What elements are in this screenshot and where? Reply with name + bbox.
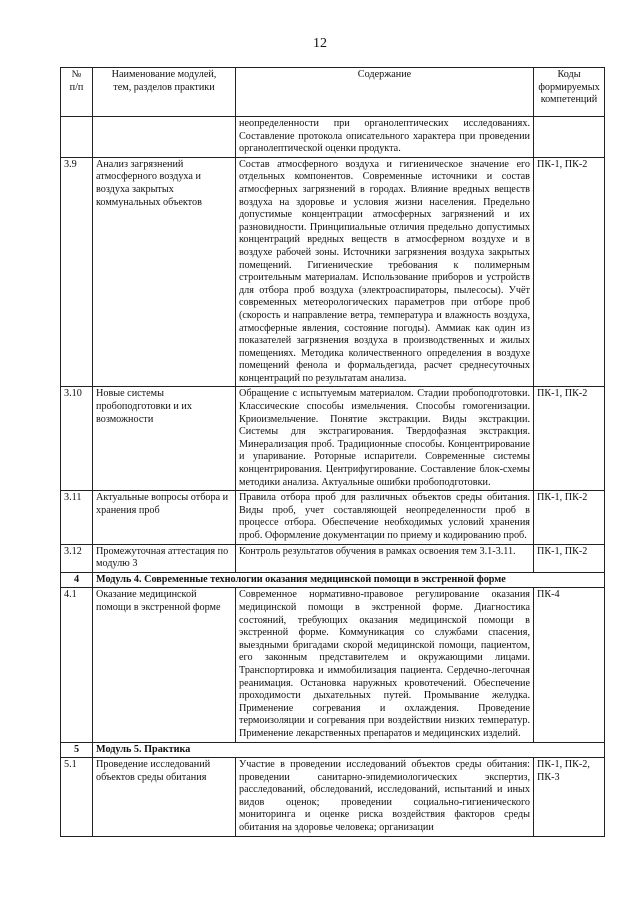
module-row	[61, 742, 605, 758]
row-number: 3.10	[61, 387, 93, 491]
module-number: 5	[61, 742, 93, 758]
header-module-name: Наименование модулей, тем, разделов практики	[93, 68, 236, 117]
row-codes: ПК-1, ПК-2	[534, 157, 605, 387]
row-name: Промежуточная аттестация по модулю 3	[93, 544, 236, 572]
row-codes: ПК-1, ПК-2	[534, 544, 605, 572]
table-row	[61, 157, 605, 387]
row-content: Современное нормативно-правовое регулирование оказания медицинской помощи в экстренной форме. Диагностика состояний, требующих оказания медицинской помощи в экстренной форме. Коммуникация со службами спасения, выездными бригадами скорой медицинской помощи, пациентом, его законным представителем и окружающими лицами. Транспортировка и иммобилизация пациента. Сердечно-легочная реанимация. Остановка наружных кровотечений. Обеспечение проходимости дыхательных путей. Промывание желудка. Применение согревания и охлаждения. Проведение термоизоляции и согревания при воздействии низких температур. Применение лекарственных препаратов и медицинских изделий.	[236, 588, 534, 742]
table-row	[61, 758, 605, 837]
module-number: 4	[61, 572, 93, 588]
row-number: 3.12	[61, 544, 93, 572]
row-number: 3.9	[61, 157, 93, 387]
row-number: 5.1	[61, 758, 93, 837]
row-name: Анализ загрязнений атмосферного воздуха и воздуха закрытых коммунальных объектов	[93, 157, 236, 387]
row-number	[61, 117, 93, 158]
table-row	[61, 387, 605, 491]
table-row	[61, 491, 605, 544]
header-number: № п/п	[61, 68, 93, 117]
curriculum-table	[60, 67, 605, 837]
row-content: Правила отбора проб для различных объектов среды обитания. Виды проб, учет составляющей неопределенности проб в процессе отбора. Обеспечение необходимых условий хранения проб. Оформление документации по приему и кодированию проб.	[236, 491, 534, 544]
row-content: Контроль результатов обучения в рамках освоения тем 3.1-3.11.	[236, 544, 534, 572]
row-codes: ПК-1, ПК-2, ПК-3	[534, 758, 605, 837]
row-codes: ПК-1, ПК-2	[534, 387, 605, 491]
page-number: 12	[313, 36, 327, 51]
row-name: Актуальные вопросы отбора и хранения проб	[93, 491, 236, 544]
row-content: неопределенности при органолептических исследованиях. Составление протокола описательного характера при проведении органолептической оценки продукта.	[236, 117, 534, 158]
module-title: Модуль 4. Современные технологии оказания медицинской помощи в экстренной форме	[93, 572, 605, 588]
row-name: Оказание медицинской помощи в экстренной форме	[93, 588, 236, 742]
row-name: Проведение исследований объектов среды обитания	[93, 758, 236, 837]
table-row	[61, 588, 605, 742]
row-content: Участие в проведении исследований объектов среды обитания: проведении санитарно-эпидемиологических экспертиз, расследований, обследований, исследований, испытаний и иных видов оценок; проведении социально-гигиенического мониторинга и оценке риска воздействия факторов среды обитания на здоровье человека; организации	[236, 758, 534, 837]
row-codes: ПК-4	[534, 588, 605, 742]
table-header-row	[61, 68, 605, 117]
row-number: 4.1	[61, 588, 93, 742]
module-row	[61, 572, 605, 588]
table-row	[61, 117, 605, 158]
table-row	[61, 544, 605, 572]
header-competency-codes: Коды формируемых компетенций	[534, 68, 605, 117]
row-name	[93, 117, 236, 158]
module-title: Модуль 5. Практика	[93, 742, 605, 758]
row-content: Состав атмосферного воздуха и гигиеническое значение его отдельных компонентов. Современные источники и состав атмосферных загрязнений в городах. Влияние вредных веществ воздуха на здоровье и условия жизни населения. Предельно допустимые концентрации атмосферных загрязнений и их разновидности. Принципиальные отличия предельно допустимых концентраций вредных веществ в атмосферном воздухе и в воздухе рабочей зоны. Источники загрязнения воздуха закрытых помещений. Гигиенические требования к полимерным строительным материалам. Использование приборов и устройств для отбора проб воздуха (электроаспираторы, пылесосы). Учёт современных метеорологических параметров при отборе проб (скорость и направление ветра, температура и влажность воздуха, атмосферные явления, состояние погоды). Аммиак как один из показателей загрязнения воздуха в производственных и жилых помещениях. Методика количественного определения в воздухе помещений фенола и формальдегида, расчет среднесуточных концентраций по результатам анализа.	[236, 157, 534, 387]
row-codes: ПК-1, ПК-2	[534, 491, 605, 544]
row-name: Новые системы пробоподготовки и их возможности	[93, 387, 236, 491]
row-number: 3.11	[61, 491, 93, 544]
row-codes	[534, 117, 605, 158]
header-content: Содержание	[236, 68, 534, 117]
row-content: Обращение с испытуемым материалом. Стадии пробоподготовки. Классические способы измельчения. Способы гомогенизации. Криоизмельчение. Понятие экстракции. Виды экстракции. Системы для экстрагирования. Твердофазная экстракция. Минерализация проб. Традиционные способы. Концентрирование и упаривание. Роторные испарители. Современные системы концентрирования. Центрифугирование. Составление блок-схемы методики анализа. Актуальные ошибки пробоподготовки.	[236, 387, 534, 491]
